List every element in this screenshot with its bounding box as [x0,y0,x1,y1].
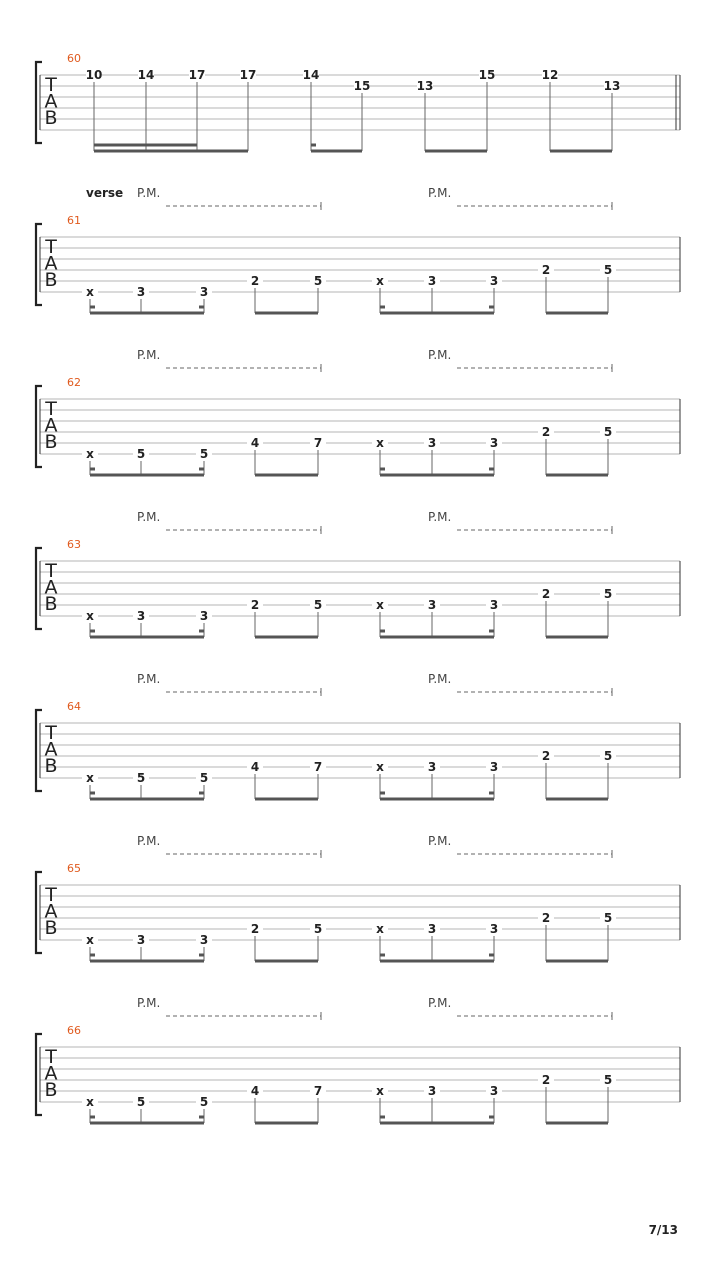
tab-note: 3 [489,1084,499,1098]
tab-note: 3 [199,609,209,623]
tab-note: x [86,1095,94,1109]
tab-clef-letter: B [44,917,58,939]
tab-note: 3 [489,598,499,612]
tab-clef-letter: A [44,414,58,437]
tab-clef-letter: T [45,722,57,744]
tab-note: x [86,933,94,947]
tab-clef-letter: T [45,884,57,906]
tab-note: x [376,922,384,936]
tab-note: 5 [603,911,613,925]
section-label: verse [86,186,124,200]
tab-note: 3 [136,933,146,947]
tab-note: 12 [541,68,559,82]
measure-number: 60 [67,52,81,65]
tab-note: 2 [541,263,551,277]
tab-note: 5 [313,598,323,612]
palm-mute-label: P.M. [428,834,452,848]
palm-mute-label: P.M. [137,348,161,362]
tab-clef-letter: B [44,1079,58,1101]
tab-note: 15 [478,68,496,82]
tab-note: 2 [250,274,260,288]
tab-note: 10 [85,68,103,82]
palm-mute-label: P.M. [137,510,161,524]
tab-note: 7 [313,1084,323,1098]
tab-note: 3 [427,436,437,450]
tab-clef-letter: B [44,269,58,291]
tab-note: 5 [313,922,323,936]
tab-note: 3 [427,760,437,774]
tab-note: 7 [313,436,323,450]
system-bracket [36,710,42,791]
measure-number: 65 [67,862,81,875]
tab-note: 17 [188,68,206,82]
tab-note: 3 [199,933,209,947]
tab-note: 5 [136,771,146,785]
system-bracket [36,1034,42,1115]
tab-note: 5 [603,425,613,439]
tab-note: 3 [427,598,437,612]
tab-note: 3 [136,609,146,623]
tab-note: 13 [416,79,434,93]
tab-note: 3 [136,285,146,299]
tab-note: x [376,274,384,288]
tab-note: 2 [541,749,551,763]
tab-note: 2 [541,587,551,601]
tab-clef-letter: B [44,107,58,129]
tab-note: 14 [302,68,320,82]
tab-clef-letter: B [44,755,58,777]
tab-note: 13 [603,79,621,93]
tab-clef-letter: A [44,1062,58,1085]
tab-note: 5 [603,263,613,277]
tab-note: 5 [136,447,146,461]
tab-clef-letter: T [45,236,57,258]
palm-mute-label: P.M. [137,672,161,686]
tab-note: x [376,436,384,450]
tab-clef-letter: T [45,398,57,420]
tab-note: 5 [136,1095,146,1109]
tab-note: 3 [489,274,499,288]
measure-number: 64 [67,700,81,713]
tab-note: 17 [239,68,257,82]
palm-mute-label: P.M. [428,348,452,362]
tab-clef-letter: T [45,1046,57,1068]
tab-note: 5 [313,274,323,288]
palm-mute-label: P.M. [137,834,161,848]
tab-note: 4 [250,436,260,450]
page-number: 7/13 [648,1223,678,1237]
tab-note: 3 [427,274,437,288]
system-bracket [36,548,42,629]
tab-note: 5 [603,587,613,601]
tab-note: 3 [489,922,499,936]
tab-clef-letter: T [45,74,57,96]
tab-note: 15 [353,79,371,93]
tab-note: x [376,1084,384,1098]
tab-note: 14 [137,68,155,82]
tab-note: 2 [541,425,551,439]
tab-note: x [376,598,384,612]
tab-note: 2 [250,598,260,612]
system-bracket [36,62,42,143]
tab-clef-letter: A [44,90,58,113]
tab-note: 3 [199,285,209,299]
palm-mute-label: P.M. [137,186,161,200]
tab-note: x [86,771,94,785]
tab-clef-letter: A [44,900,58,923]
tab-note: 5 [199,447,209,461]
measure-number: 62 [67,376,81,389]
tab-clef-letter: B [44,593,58,615]
system-bracket [36,386,42,467]
tab-note: x [86,285,94,299]
palm-mute-label: P.M. [428,996,452,1010]
measure-number: 63 [67,538,81,551]
tab-clef-letter: B [44,431,58,453]
tab-note: 3 [489,436,499,450]
tab-note: 2 [250,922,260,936]
tab-note: 5 [603,1073,613,1087]
system-bracket [36,872,42,953]
palm-mute-label: P.M. [428,672,452,686]
tab-note: 3 [489,760,499,774]
system-bracket [36,224,42,305]
tab-clef-letter: T [45,560,57,582]
tab-note: 7 [313,760,323,774]
tab-clef-letter: A [44,252,58,275]
tab-note: 4 [250,760,260,774]
palm-mute-label: P.M. [428,186,452,200]
measure-number: 66 [67,1024,81,1037]
tab-note: 3 [427,922,437,936]
tab-clef-letter: A [44,738,58,761]
tab-clef-letter: A [44,576,58,599]
palm-mute-label: P.M. [428,510,452,524]
measure-number: 61 [67,214,81,227]
tab-note: x [86,447,94,461]
tab-note: 5 [603,749,613,763]
tab-note: 4 [250,1084,260,1098]
palm-mute-label: P.M. [137,996,161,1010]
tab-note: 5 [199,1095,209,1109]
tab-note: x [376,760,384,774]
tab-note: 2 [541,1073,551,1087]
tab-note: 5 [199,771,209,785]
tab-note: x [86,609,94,623]
tab-note: 3 [427,1084,437,1098]
tab-note: 2 [541,911,551,925]
